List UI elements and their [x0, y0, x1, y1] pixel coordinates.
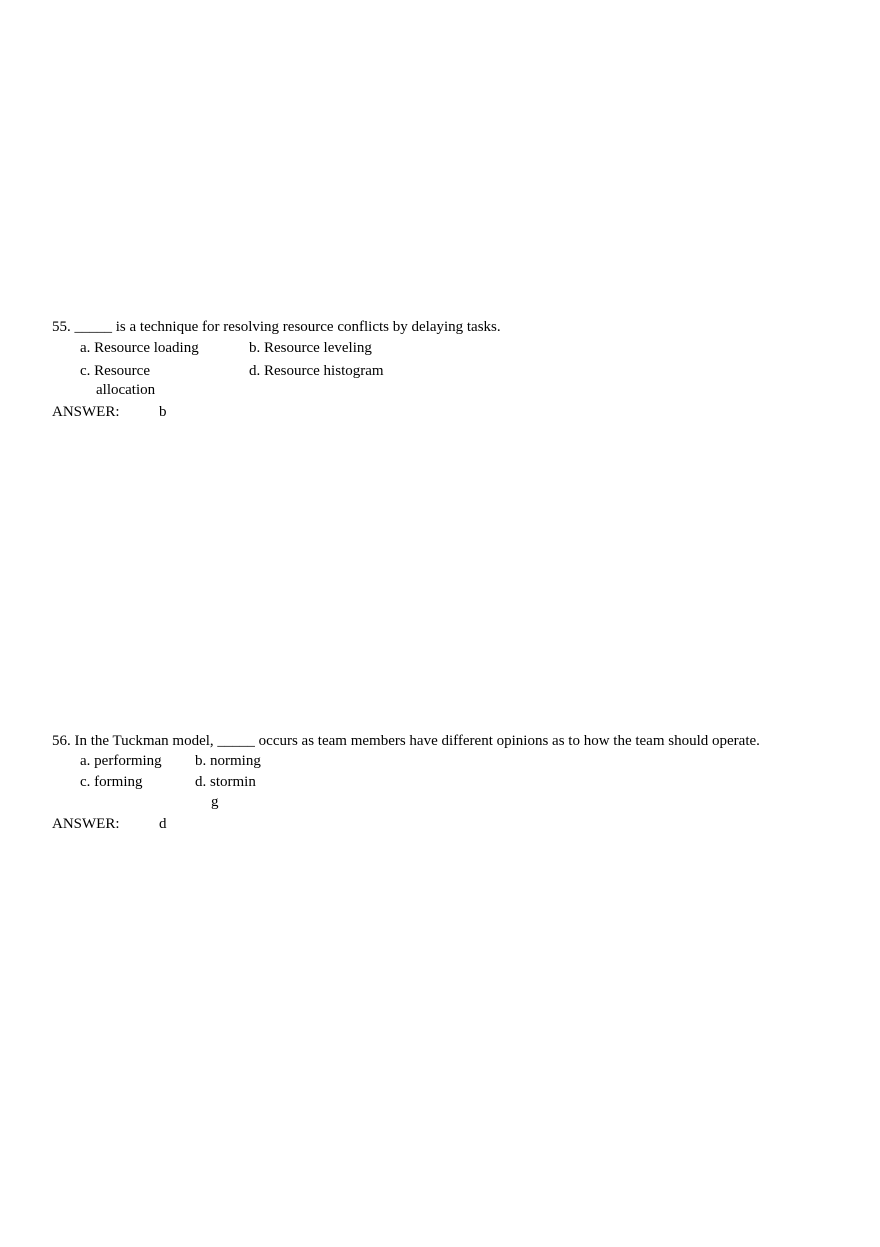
option-text: forming [94, 774, 143, 790]
option-text-continued: allocation [96, 382, 156, 398]
option-letter: d. [249, 363, 261, 379]
option-letter: d. [195, 774, 207, 790]
option-letter: c. [80, 774, 91, 790]
question-56-option-a [80, 752, 162, 771]
option-text: Resource loading [94, 340, 199, 356]
question-55-option-b [249, 339, 372, 358]
option-letter: a. [80, 340, 91, 356]
question-56-number: 56. [52, 733, 71, 749]
option-text-continued: g [211, 794, 219, 810]
option-text: Resource histogram [264, 363, 384, 379]
question-56-option-b [195, 752, 261, 771]
question-56-stem: In the Tuckman model, _____ occurs as team members have different opinions as to how the team should operate. [74, 733, 760, 749]
question-56-stem-line [52, 732, 760, 751]
option-text: stormin [210, 774, 256, 790]
question-55-answer-value: b [159, 404, 167, 420]
question-55-number: 55. [52, 319, 71, 335]
question-56-option-c [80, 773, 143, 792]
question-55-option-c-continued [96, 381, 155, 400]
option-letter: b. [195, 753, 207, 769]
option-letter: a. [80, 753, 91, 769]
question-55-stem-line [52, 318, 501, 337]
option-text: performing [94, 753, 162, 769]
question-55-stem: _____ is a technique for resolving resource conflicts by delaying tasks. [74, 319, 501, 335]
option-text: Resource [94, 363, 150, 379]
question-55-answer-label: ANSWER: [52, 404, 120, 420]
option-letter: b. [249, 340, 261, 356]
question-56-answer-label: ANSWER: [52, 816, 120, 832]
question-55-option-d [249, 362, 384, 381]
question-55-option-a [80, 339, 199, 358]
question-55-option-c [80, 362, 150, 381]
question-56-option-d-continued [211, 793, 219, 812]
question-56-answer-value: d [159, 816, 167, 832]
option-text: norming [210, 753, 261, 769]
option-letter: c. [80, 363, 91, 379]
question-56-option-d [195, 773, 256, 792]
option-text: Resource leveling [264, 340, 372, 356]
